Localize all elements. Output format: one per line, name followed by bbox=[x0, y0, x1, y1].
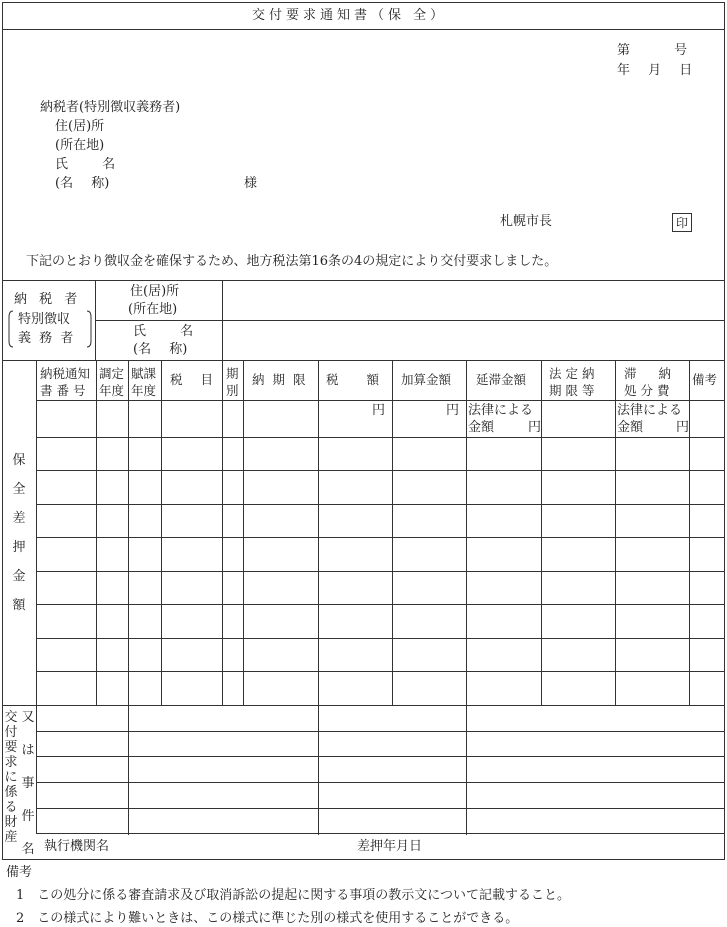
seal-mark: 印 bbox=[672, 213, 692, 232]
vertical-label-char: 交 bbox=[4, 710, 18, 725]
vertical-label-char: は bbox=[21, 743, 35, 758]
table-row-line-4 bbox=[36, 504, 725, 505]
addressee-address-label: 住(居)所 bbox=[55, 119, 105, 134]
taxpayer-address-label: 住(居)所 bbox=[130, 284, 180, 299]
table-col-line-8 bbox=[466, 360, 467, 835]
table-col-line-9 bbox=[541, 360, 542, 705]
taxpayer-label-line1: 納 税 者 bbox=[14, 292, 78, 307]
addressee-honorific: 様 bbox=[244, 176, 258, 191]
cost-legal-line1: 法律による bbox=[617, 403, 683, 418]
vertical-label-char: 差 bbox=[12, 511, 26, 526]
issuer-name: 札幌市長 bbox=[500, 214, 553, 229]
table-col-line-4 bbox=[222, 360, 223, 705]
vertical-label-char: 保 bbox=[12, 453, 26, 468]
taxpayer-name-label: 氏 名 bbox=[133, 324, 194, 339]
property-side-label bbox=[3, 711, 19, 844]
delinquency-legal-line1: 法律による bbox=[468, 403, 534, 418]
property-line-1 bbox=[36, 731, 725, 732]
table-col-line-0 bbox=[36, 360, 37, 833]
cost-legal-unit: 円 bbox=[676, 420, 690, 435]
vertical-label-char: 額 bbox=[12, 598, 26, 613]
addressee-name-sub: (名 称) bbox=[55, 176, 110, 191]
property-line-4 bbox=[36, 808, 725, 809]
vertical-label-char: る bbox=[4, 800, 18, 815]
table-col-line-5 bbox=[243, 360, 244, 705]
addressee-address-sub: (所在地) bbox=[55, 138, 105, 153]
notes-heading: 備考 bbox=[6, 865, 33, 880]
cost-legal-line2: 金額 bbox=[617, 420, 644, 435]
property-line-2 bbox=[36, 756, 725, 757]
table-col-line-3 bbox=[161, 360, 162, 705]
col-header-assessed-year: 調定 年度 bbox=[99, 366, 125, 398]
body-text: 下記のとおり徴収金を確保するため、地方税法第16条の4の規定により交付要求しました。 bbox=[26, 254, 558, 269]
vertical-label-char: 求 bbox=[4, 755, 18, 770]
table-top-line bbox=[2, 360, 725, 361]
tax-amount-unit: 円 bbox=[372, 403, 386, 418]
table-row-line-3 bbox=[36, 470, 725, 471]
vertical-label-char: に bbox=[4, 770, 18, 785]
col-header-notice-number: 納税通知 書 番 号 bbox=[40, 366, 91, 398]
table-row-line-5 bbox=[36, 537, 725, 538]
table-row-line-6 bbox=[36, 571, 725, 572]
note-item-1: 1 この処分に係る審査請求及び取消訴訟の提起に関する事項の教示文について記載すること。 bbox=[16, 888, 571, 903]
taxpayer-label-line3: 義 務 者 bbox=[18, 331, 74, 346]
table-row-line-9 bbox=[36, 671, 725, 672]
table-col-line-11 bbox=[689, 360, 690, 705]
vertical-label-char: 押 bbox=[12, 540, 26, 555]
col-header-tax-amount: 税 額 bbox=[326, 372, 379, 387]
col-header-period: 期 別 bbox=[226, 366, 239, 398]
additional-amount-unit: 円 bbox=[446, 403, 460, 418]
col-header-disposition-cost: 滞 納 処 分 費 bbox=[624, 366, 671, 398]
taxpayer-label-line2: 特別徴収 bbox=[18, 312, 71, 327]
table-row-line-7 bbox=[36, 604, 725, 605]
table-row-line-2 bbox=[36, 437, 725, 438]
col-header-additional-amount: 加算金額 bbox=[401, 372, 452, 387]
vertical-label-char: 係 bbox=[4, 785, 18, 800]
taxpayer-mid-line bbox=[95, 320, 725, 321]
vertical-label-char: 全 bbox=[12, 482, 26, 497]
vertical-label-char: 事 bbox=[21, 776, 35, 791]
table-row-line-8 bbox=[36, 638, 725, 639]
vertical-label-char: 付 bbox=[4, 725, 18, 740]
taxpayer-top-line bbox=[2, 280, 725, 281]
case-side-label bbox=[20, 711, 36, 856]
delinquency-legal-unit: 円 bbox=[528, 420, 542, 435]
col-header-statutory-deadline: 法 定 納 期 限 等 bbox=[549, 366, 595, 398]
vertical-label-char: 財 bbox=[4, 815, 18, 830]
table-row-line-1 bbox=[36, 400, 725, 401]
table-col-line-7 bbox=[392, 360, 393, 705]
property-line-5 bbox=[36, 833, 725, 834]
col-header-delinquency-amount: 延滞金額 bbox=[476, 372, 527, 387]
vertical-label-char: 要 bbox=[4, 740, 18, 755]
col-header-remarks: 備考 bbox=[692, 372, 718, 387]
table-col-line-2 bbox=[128, 360, 129, 835]
col-header-due-date: 納 期 限 bbox=[252, 372, 306, 387]
taxpayer-address-sub: (所在地) bbox=[128, 302, 178, 317]
table-col-line-6 bbox=[318, 360, 319, 835]
addressee-name-label: 氏 名 bbox=[55, 157, 116, 172]
taxpayer-bracket bbox=[8, 309, 92, 349]
table-bottom-line bbox=[2, 705, 725, 706]
vertical-label-char: 金 bbox=[12, 569, 26, 584]
note-item-2: 2 この様式により難いときは、この様式に準じた別の様式を使用することができる。 bbox=[16, 911, 519, 926]
addressee-heading: 納税者(特別徴収義務者) bbox=[40, 100, 181, 115]
col-header-tax-item: 税 目 bbox=[170, 372, 213, 387]
form-title: 交付要求通知書（保 全） bbox=[252, 8, 448, 23]
title-divider bbox=[2, 29, 725, 30]
property-line-3 bbox=[36, 782, 725, 783]
table-col-line-1 bbox=[96, 360, 97, 705]
vertical-label-char: 又 bbox=[21, 710, 35, 725]
vertical-label-char: 名 bbox=[21, 842, 35, 857]
col-header-levy-year: 賦課 年度 bbox=[131, 366, 157, 398]
document-number-label: 第 号 bbox=[617, 43, 688, 58]
seizure-amount-side-label bbox=[11, 454, 27, 612]
vertical-label-char: 産 bbox=[4, 830, 18, 845]
seizure-date-label: 差押年月日 bbox=[357, 839, 423, 854]
document-date-label: 年 月 日 bbox=[617, 63, 693, 78]
vertical-label-char: 件 bbox=[21, 809, 35, 824]
agency-label: 執行機関名 bbox=[44, 839, 110, 854]
taxpayer-name-sub: (名 称) bbox=[133, 342, 188, 357]
table-col-line-10 bbox=[615, 360, 616, 705]
delinquency-legal-line2: 金額 bbox=[468, 420, 495, 435]
